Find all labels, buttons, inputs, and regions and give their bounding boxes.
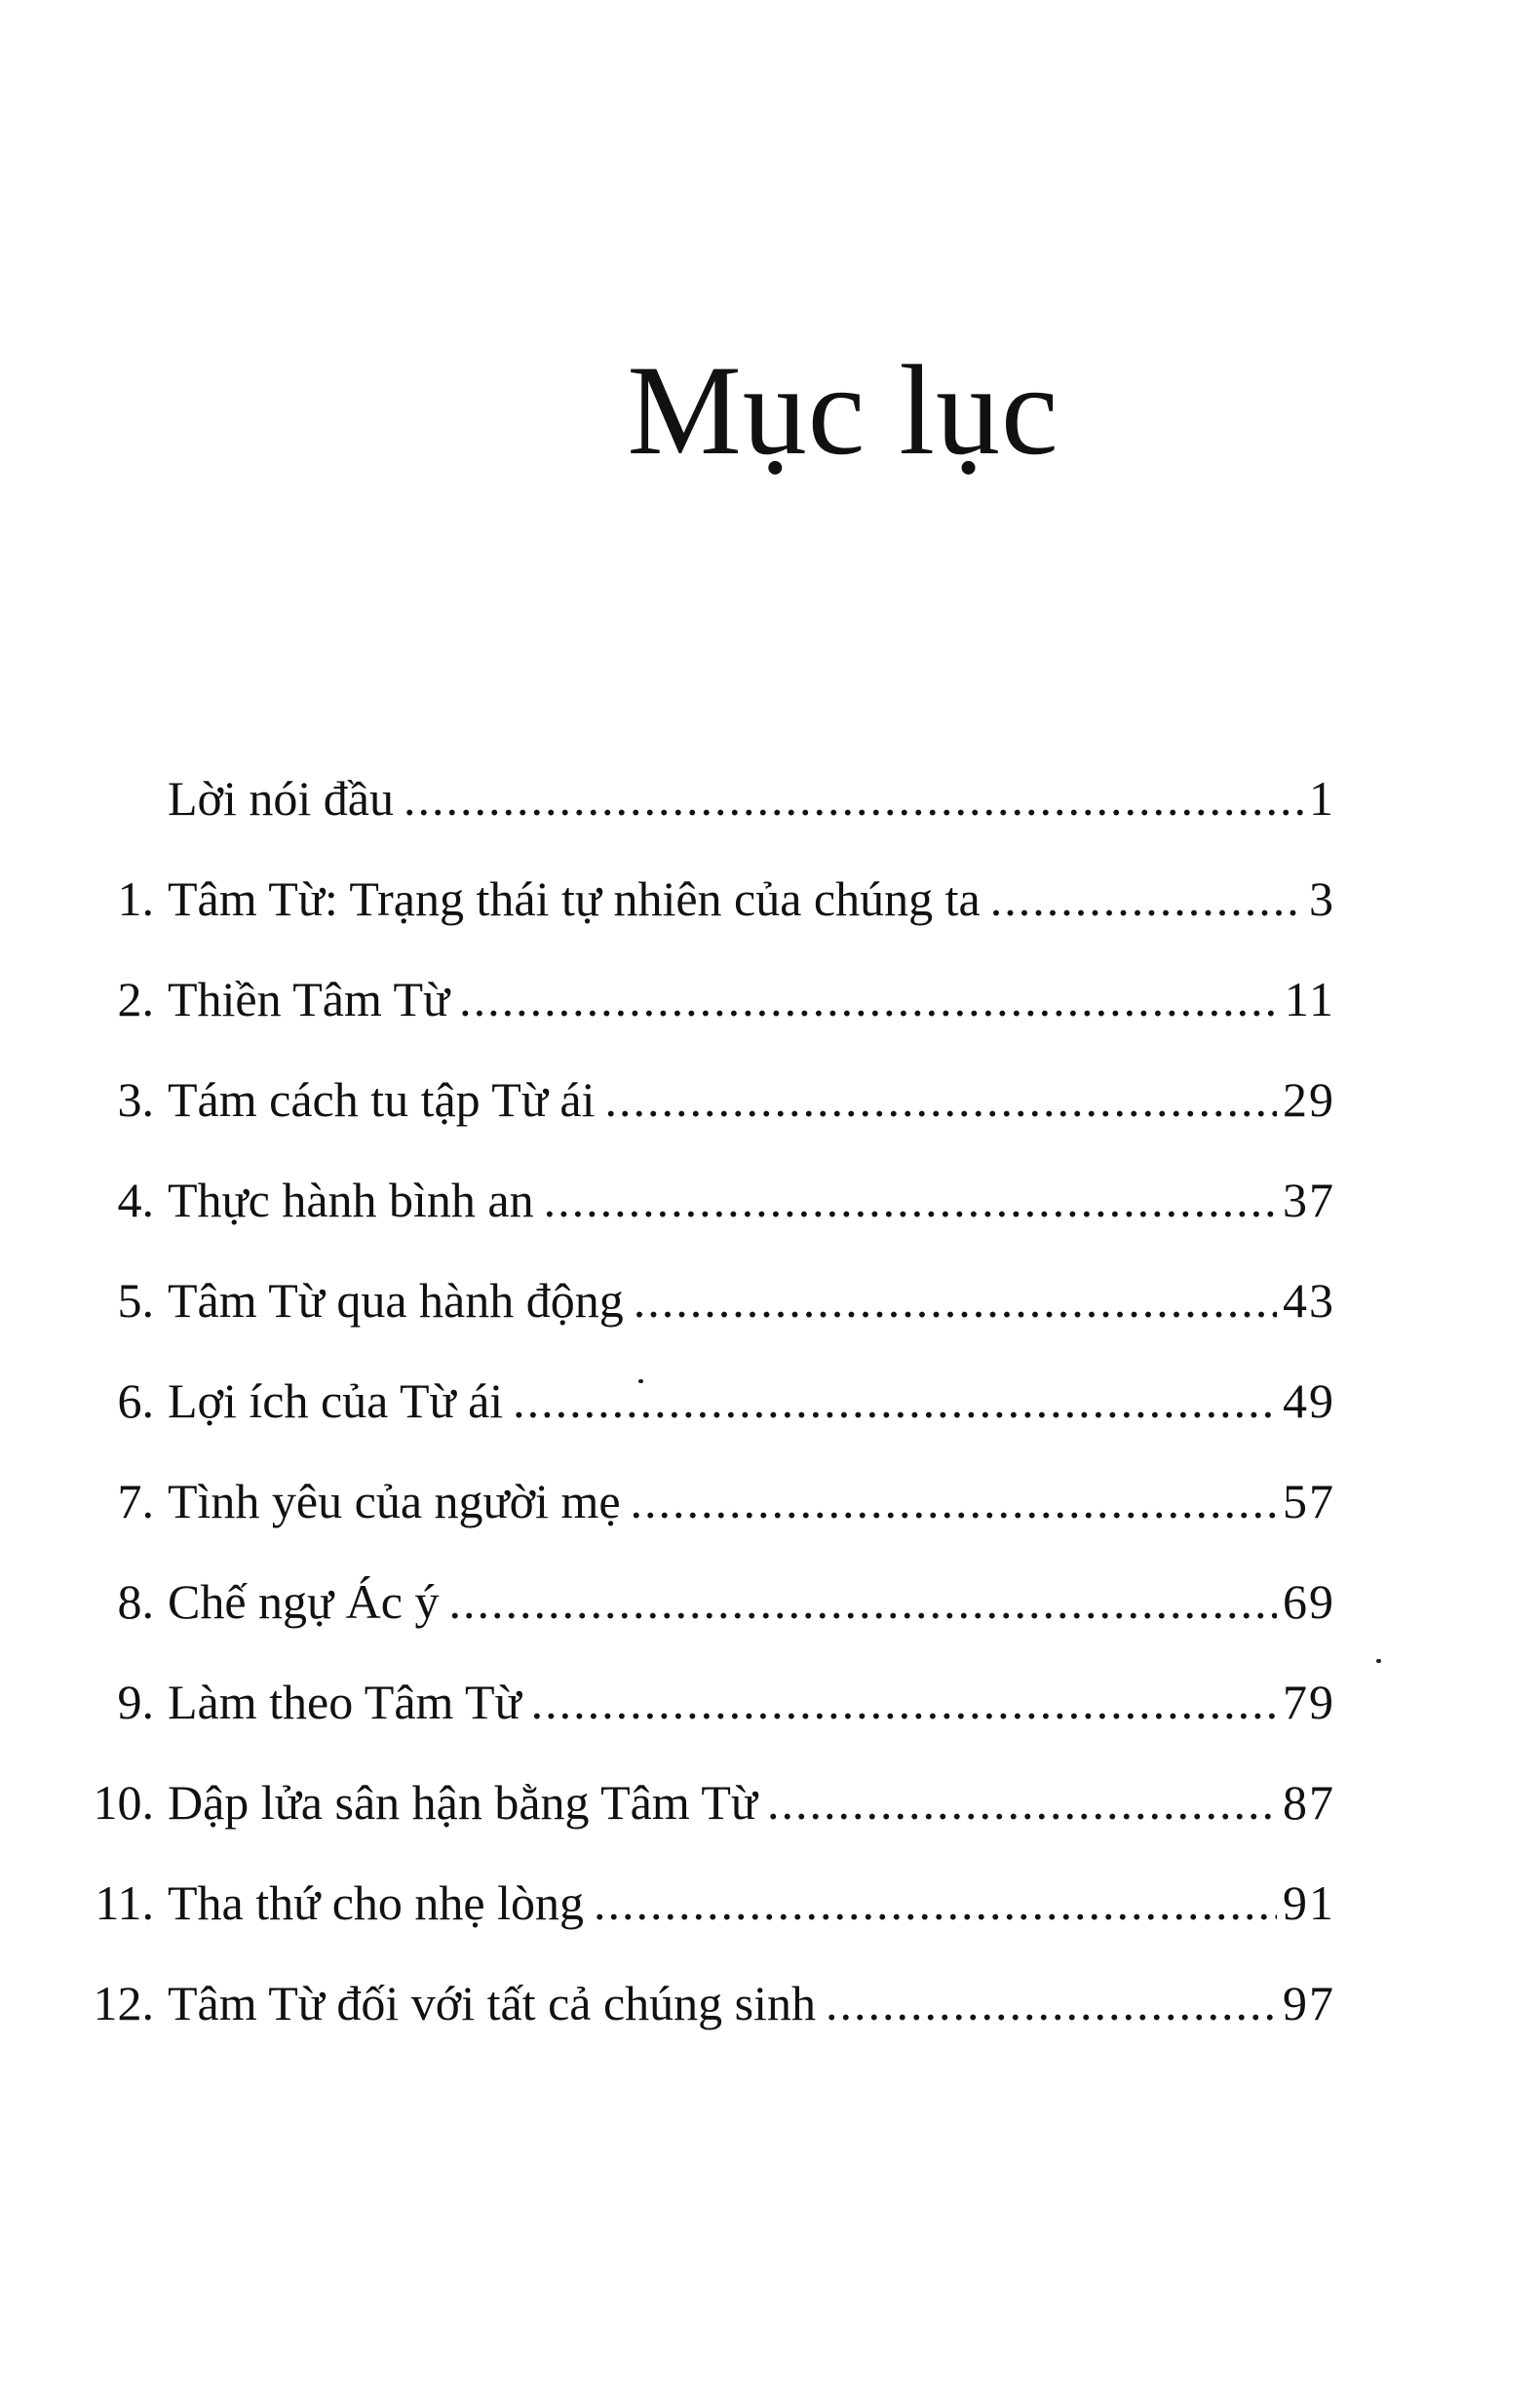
toc-entry-title: Thực hành bình an xyxy=(168,1173,534,1227)
toc-entry-page: 87 xyxy=(1283,1775,1335,1830)
toc-leader-dots xyxy=(605,1071,1277,1128)
toc-entry xyxy=(68,1573,1335,1674)
toc-entry xyxy=(68,1473,1335,1573)
toc-entry-number: 7. xyxy=(117,1474,154,1528)
toc-leader-dots xyxy=(631,1473,1277,1529)
toc-entry-title: Tâm Từ: Trạng thái tự nhiên của chúng ta xyxy=(168,871,981,926)
toc-entry-number: 2. xyxy=(117,972,154,1026)
toc-leader-dots xyxy=(826,1975,1277,2031)
toc-entry-page: 11 xyxy=(1284,972,1335,1026)
toc-leader-dots xyxy=(448,1573,1277,1630)
toc-entry-number: 6. xyxy=(117,1373,154,1428)
page-title: Mục lục xyxy=(627,338,1059,482)
toc-entry-page: 69 xyxy=(1283,1574,1335,1629)
toc-entry-number: 3. xyxy=(117,1072,154,1127)
toc-entry-page: 37 xyxy=(1283,1173,1335,1227)
toc-entry-title: Lợi ích của Từ ái xyxy=(168,1373,504,1428)
toc-entry xyxy=(68,1071,1335,1172)
toc-entry-number: 5. xyxy=(117,1273,154,1328)
toc-entry-title: Tâm Từ qua hành động xyxy=(168,1273,624,1328)
toc-entry-page: 1 xyxy=(1309,771,1335,826)
toc-entry-title: Làm theo Tâm Từ xyxy=(168,1675,521,1729)
toc-entry xyxy=(68,1272,1335,1372)
toc-leader-dots xyxy=(990,870,1303,927)
toc-entry-number: 9. xyxy=(117,1675,154,1729)
toc-entry-title: Thiền Tâm Từ xyxy=(168,972,450,1026)
toc-entry-page: 3 xyxy=(1309,871,1335,926)
toc-entry-title: Tha thứ cho nhẹ lòng xyxy=(168,1875,585,1930)
toc-entry xyxy=(68,870,1335,971)
toc-entry xyxy=(68,1674,1335,1774)
toc-leader-dots xyxy=(544,1172,1277,1228)
toc-entry-title: Tình yêu của người mẹ xyxy=(168,1474,621,1528)
toc-entry xyxy=(68,1372,1335,1473)
toc-leader-dots xyxy=(404,770,1303,827)
toc-entry-number: 10. xyxy=(93,1775,154,1830)
print-speck xyxy=(1376,1659,1381,1663)
toc-entry-page: 79 xyxy=(1283,1675,1335,1729)
toc-entry-page: 57 xyxy=(1283,1474,1335,1528)
toc-entry-number: 8. xyxy=(117,1574,154,1629)
toc-leader-dots xyxy=(513,1372,1277,1429)
toc-entry-page: 97 xyxy=(1283,1976,1335,2030)
toc-entry-number: 12. xyxy=(93,1976,154,2030)
toc-entry xyxy=(68,971,1335,1071)
toc-entry-page: 43 xyxy=(1283,1273,1335,1328)
toc-entry-page: 49 xyxy=(1283,1373,1335,1428)
toc-entry-number: 1. xyxy=(117,871,154,926)
toc-leader-dots xyxy=(531,1674,1277,1730)
toc-leader-dots xyxy=(767,1774,1277,1831)
toc-entry-title: Chế ngự Ác ý xyxy=(168,1574,440,1629)
toc-leader-dots xyxy=(634,1272,1277,1329)
table-of-contents xyxy=(68,770,1335,2075)
toc-leader-dots xyxy=(594,1874,1277,1931)
toc-entry-page: 29 xyxy=(1283,1072,1335,1127)
toc-entry-page: 91 xyxy=(1283,1875,1335,1930)
toc-entry xyxy=(68,1774,1335,1874)
toc-entry-number: 11. xyxy=(95,1875,154,1930)
toc-entry xyxy=(68,1172,1335,1272)
toc-entry-title: Dập lửa sân hận bằng Tâm Từ xyxy=(168,1775,757,1830)
toc-entry xyxy=(68,770,1335,870)
toc-entry-title: Tám cách tu tập Từ ái xyxy=(168,1072,596,1127)
toc-entry-title: Lời nói đầu xyxy=(168,771,394,826)
toc-entry-title: Tâm Từ đối với tất cả chúng sinh xyxy=(168,1976,816,2030)
toc-leader-dots xyxy=(459,971,1279,1027)
toc-entry xyxy=(68,1975,1335,2075)
toc-entry-number: 4. xyxy=(117,1173,154,1227)
toc-entry xyxy=(68,1874,1335,1975)
print-speck xyxy=(638,1379,643,1383)
